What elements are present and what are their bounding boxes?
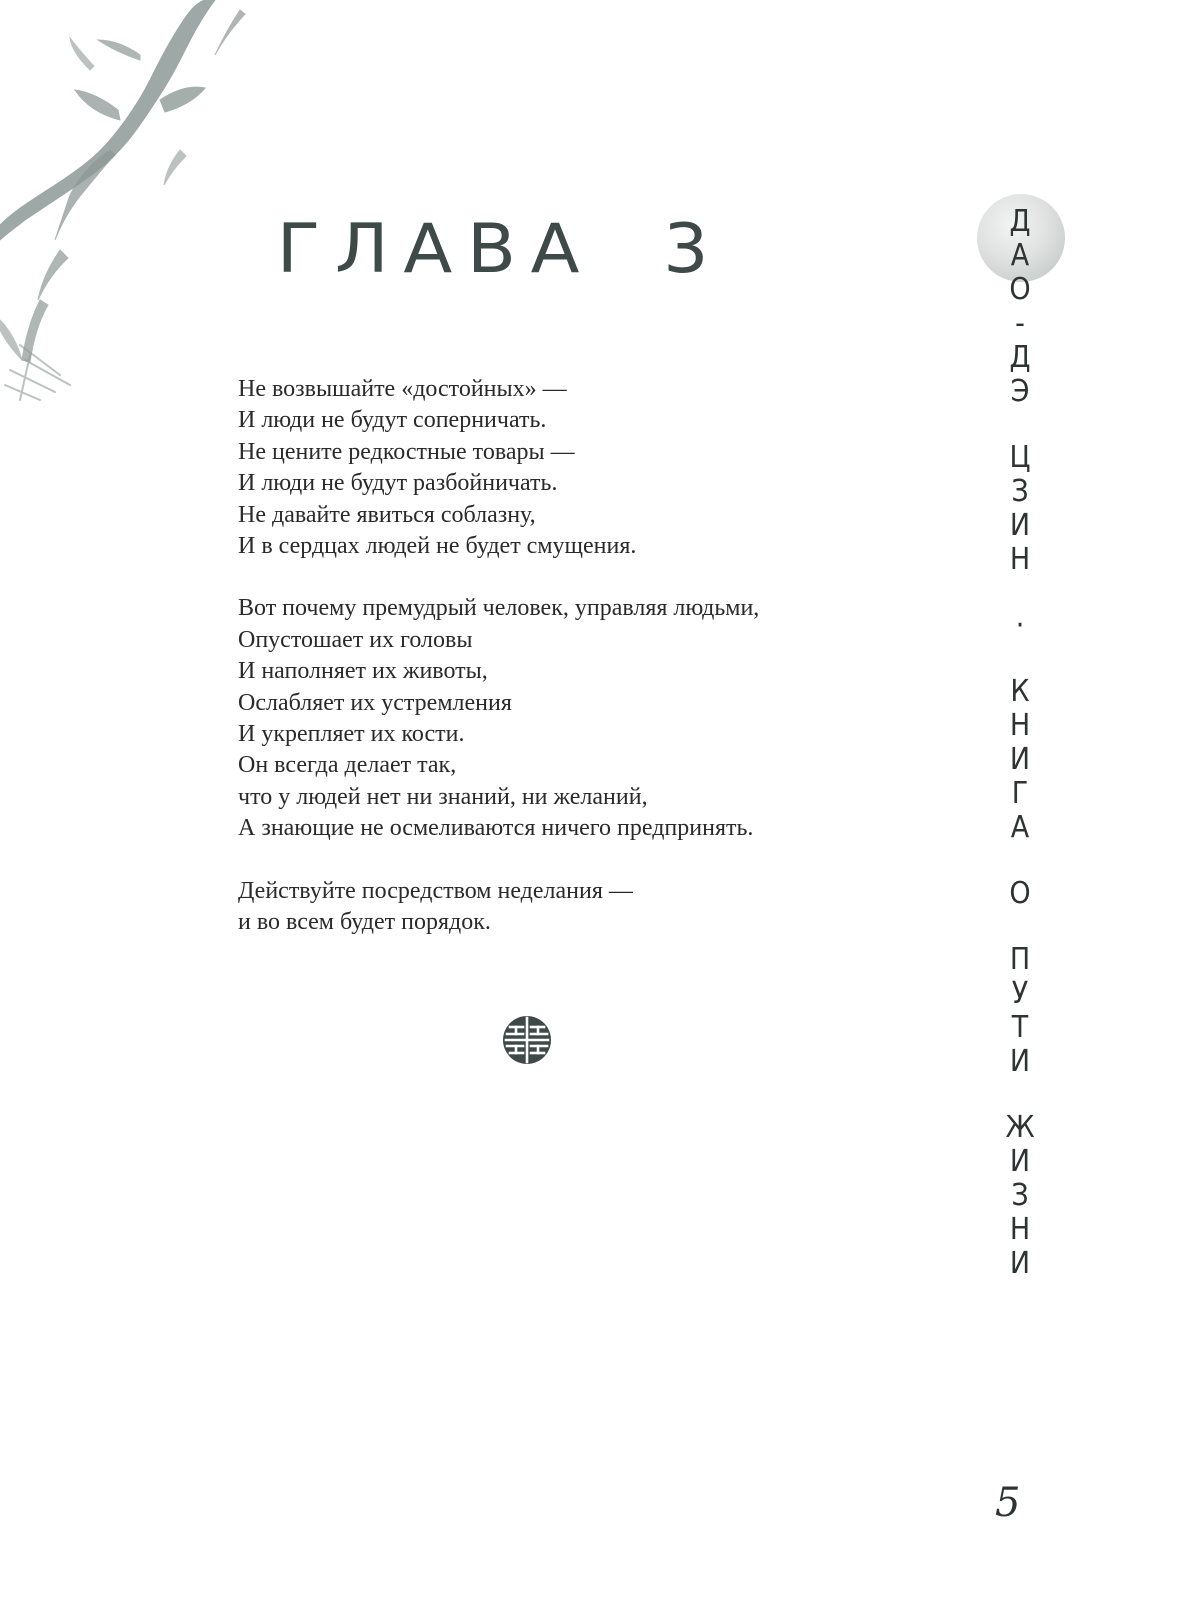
poem-stanza-3 (238, 876, 878, 939)
sidebar-char: И (1009, 1044, 1031, 1079)
poem-line: Не давайте явиться соблазну, (238, 501, 536, 528)
sidebar-char: У (1011, 976, 1029, 1011)
sidebar-char: Д (1009, 204, 1031, 239)
sidebar-word (985, 1111, 1055, 1281)
poem-line: И наполняет их животы, (238, 658, 488, 685)
poem-line: и во всем будет порядок. (238, 909, 491, 936)
sidebar-char: И (1009, 1144, 1031, 1179)
sidebar-char: - (1015, 306, 1025, 341)
sidebar-char: И (1009, 1246, 1031, 1281)
sidebar-word (985, 943, 1055, 1079)
sidebar-char: Ц (1009, 440, 1031, 475)
poem-line: Вот почему премудрый человек, управляя людьми, (238, 595, 760, 622)
page-number: 5 (995, 1480, 1021, 1526)
poem-line: И люди не будут разбойничать. (238, 470, 558, 497)
sidebar-char: Г (1011, 776, 1029, 811)
poem-line: Опустошает их головы (238, 626, 473, 653)
sidebar-char: Д (1009, 340, 1031, 375)
sidebar-char: О (1009, 876, 1031, 911)
sidebar-word (985, 675, 1055, 845)
sidebar-char: З (1011, 474, 1029, 509)
sidebar-char: П (1009, 942, 1031, 977)
poem-stanza-2 (238, 593, 878, 844)
poem-line: А знающие не осмеливаются ничего предпринять. (238, 815, 754, 842)
sidebar-char: О (1009, 272, 1031, 307)
sidebar-char: Э (1010, 374, 1030, 409)
sidebar-char: Ж (1005, 1110, 1035, 1145)
sidebar-char: А (1010, 238, 1030, 273)
poem-line: что у людей нет ни знаний, ни желаний, (238, 783, 648, 810)
poem-line: И люди не будут соперничать. (238, 407, 547, 434)
sidebar-word (985, 205, 1055, 409)
chapter-title: ГЛАВА 3 (276, 210, 724, 289)
sidebar-word (985, 877, 1055, 911)
poem-line: Не цените редкостные товары — (238, 438, 575, 465)
sidebar-char: А (1010, 810, 1030, 845)
poem-stanza-1 (238, 374, 878, 562)
sidebar-char: И (1009, 508, 1031, 543)
poem-line: Он всегда делает так, (238, 752, 457, 779)
ornament-shou-symbol-icon (502, 1015, 552, 1065)
sidebar-char: Т (1011, 1010, 1029, 1045)
sidebar-char: Н (1009, 1212, 1031, 1247)
sidebar-word (985, 609, 1055, 643)
sidebar-char: К (1010, 674, 1030, 709)
poem-line: И в сердцах людей не будет смущения. (238, 533, 637, 560)
sidebar-char: · (1015, 608, 1025, 643)
poem-line: Не возвышайте «достойных» — (238, 376, 567, 402)
poem-line: Действуйте посредством неделания — (238, 877, 633, 904)
sidebar-char: Н (1009, 542, 1031, 577)
sidebar-char: И (1009, 742, 1031, 777)
poem-line: Ослабляет их устремления (238, 689, 512, 716)
poem-line: И укрепляет их кости. (238, 721, 465, 748)
sidebar-word (985, 441, 1055, 577)
poem-text (238, 374, 878, 970)
book-title-vertical (985, 205, 1055, 1313)
sidebar-char: Н (1009, 708, 1031, 743)
sidebar-char: З (1011, 1178, 1029, 1213)
